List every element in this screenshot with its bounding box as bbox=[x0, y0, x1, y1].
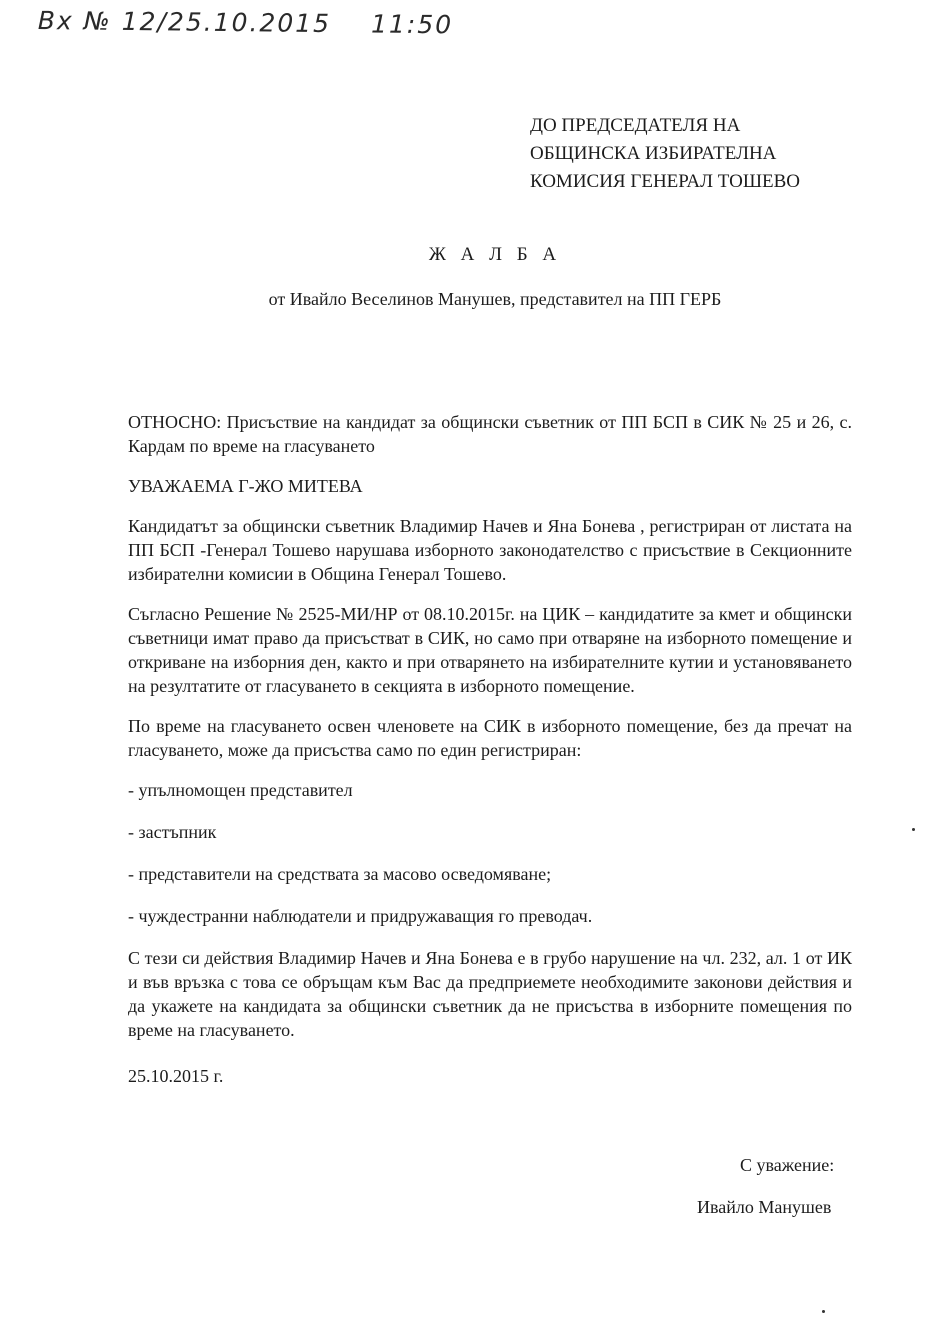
signer-name: Ивайло Манушев bbox=[697, 1197, 832, 1217]
subject-paragraph: ОТНОСНО: Присъствие на кандидат за общински съветник от ПП БСП в СИК № 25 и 26, с. Кардам по време на гласуването bbox=[128, 412, 852, 456]
sender-line: от Ивайло Веселинов Манушев, представител на ПП ГЕРБ bbox=[268, 289, 722, 309]
registration-entry: Вх № 12/25.10.2015 bbox=[37, 6, 332, 39]
list-item: - упълномощен представител bbox=[128, 780, 353, 800]
scan-speck bbox=[822, 1310, 825, 1313]
registration-time: 11:50 bbox=[370, 9, 454, 40]
body-paragraph: Съгласно Решение № 2525-МИ/НР от 08.10.2015г. на ЦИК – кандидатите за кмет и общински съветници имат право да присъстват в СИК, но само при отваряне на изборното помещение и откриване на изборния ден, както и при отварянето на избирателните кутии и установяването на резултатите от гласуването в секцията в изборното помещение. bbox=[128, 604, 852, 696]
list-item: - представители на средствата за масово осведомяване; bbox=[128, 864, 552, 884]
closing-phrase: С уважение: bbox=[740, 1155, 835, 1175]
addressee-block bbox=[530, 112, 800, 196]
list-item: - чуждестранни наблюдатели и придружаващия го преводач. bbox=[128, 906, 593, 926]
document-date: 25.10.2015 г. bbox=[128, 1066, 224, 1086]
list-item: - застъпник bbox=[128, 822, 217, 842]
document-title: Ж А Л Б А bbox=[428, 244, 562, 265]
addressee-line: ДО ПРЕДСЕДАТЕЛЯ НА bbox=[530, 115, 741, 136]
conclusion-paragraph: С тези си действия Владимир Начев и Яна Бонева е в грубо нарушение на чл. 232, ал. 1 от ИК и във връзка с това се обръщам към Вас да предприемете необходимите законови действия и да укажете на кандидата за общински съветник да не присъства в изборните помещения по време на гласуването. bbox=[128, 948, 852, 1040]
handwritten-registration-note bbox=[38, 6, 454, 39]
addressee-line: ОБЩИНСКА ИЗБИРАТЕЛНА bbox=[530, 143, 777, 164]
document-body bbox=[128, 410, 852, 1088]
scan-speck bbox=[912, 828, 915, 831]
salutation: УВАЖАЕМА Г-ЖО МИТЕВА bbox=[128, 476, 363, 496]
body-paragraph: По време на гласуването освен членовете на СИК в изборното помещение, без да пречат на гласуването, може да присъства само по един регистриран: bbox=[128, 716, 852, 760]
addressee-line: КОМИСИЯ ГЕНЕРАЛ ТОШЕВО bbox=[530, 171, 801, 192]
body-paragraph: Кандидатът за общински съветник Владимир Начев и Яна Бонева , регистриран от листата на ПП БСП -Генерал Тошево нарушава изборното законодателство с присъствие в Секционните избирателни комисии в Община Генерал Тошево. bbox=[128, 516, 852, 584]
